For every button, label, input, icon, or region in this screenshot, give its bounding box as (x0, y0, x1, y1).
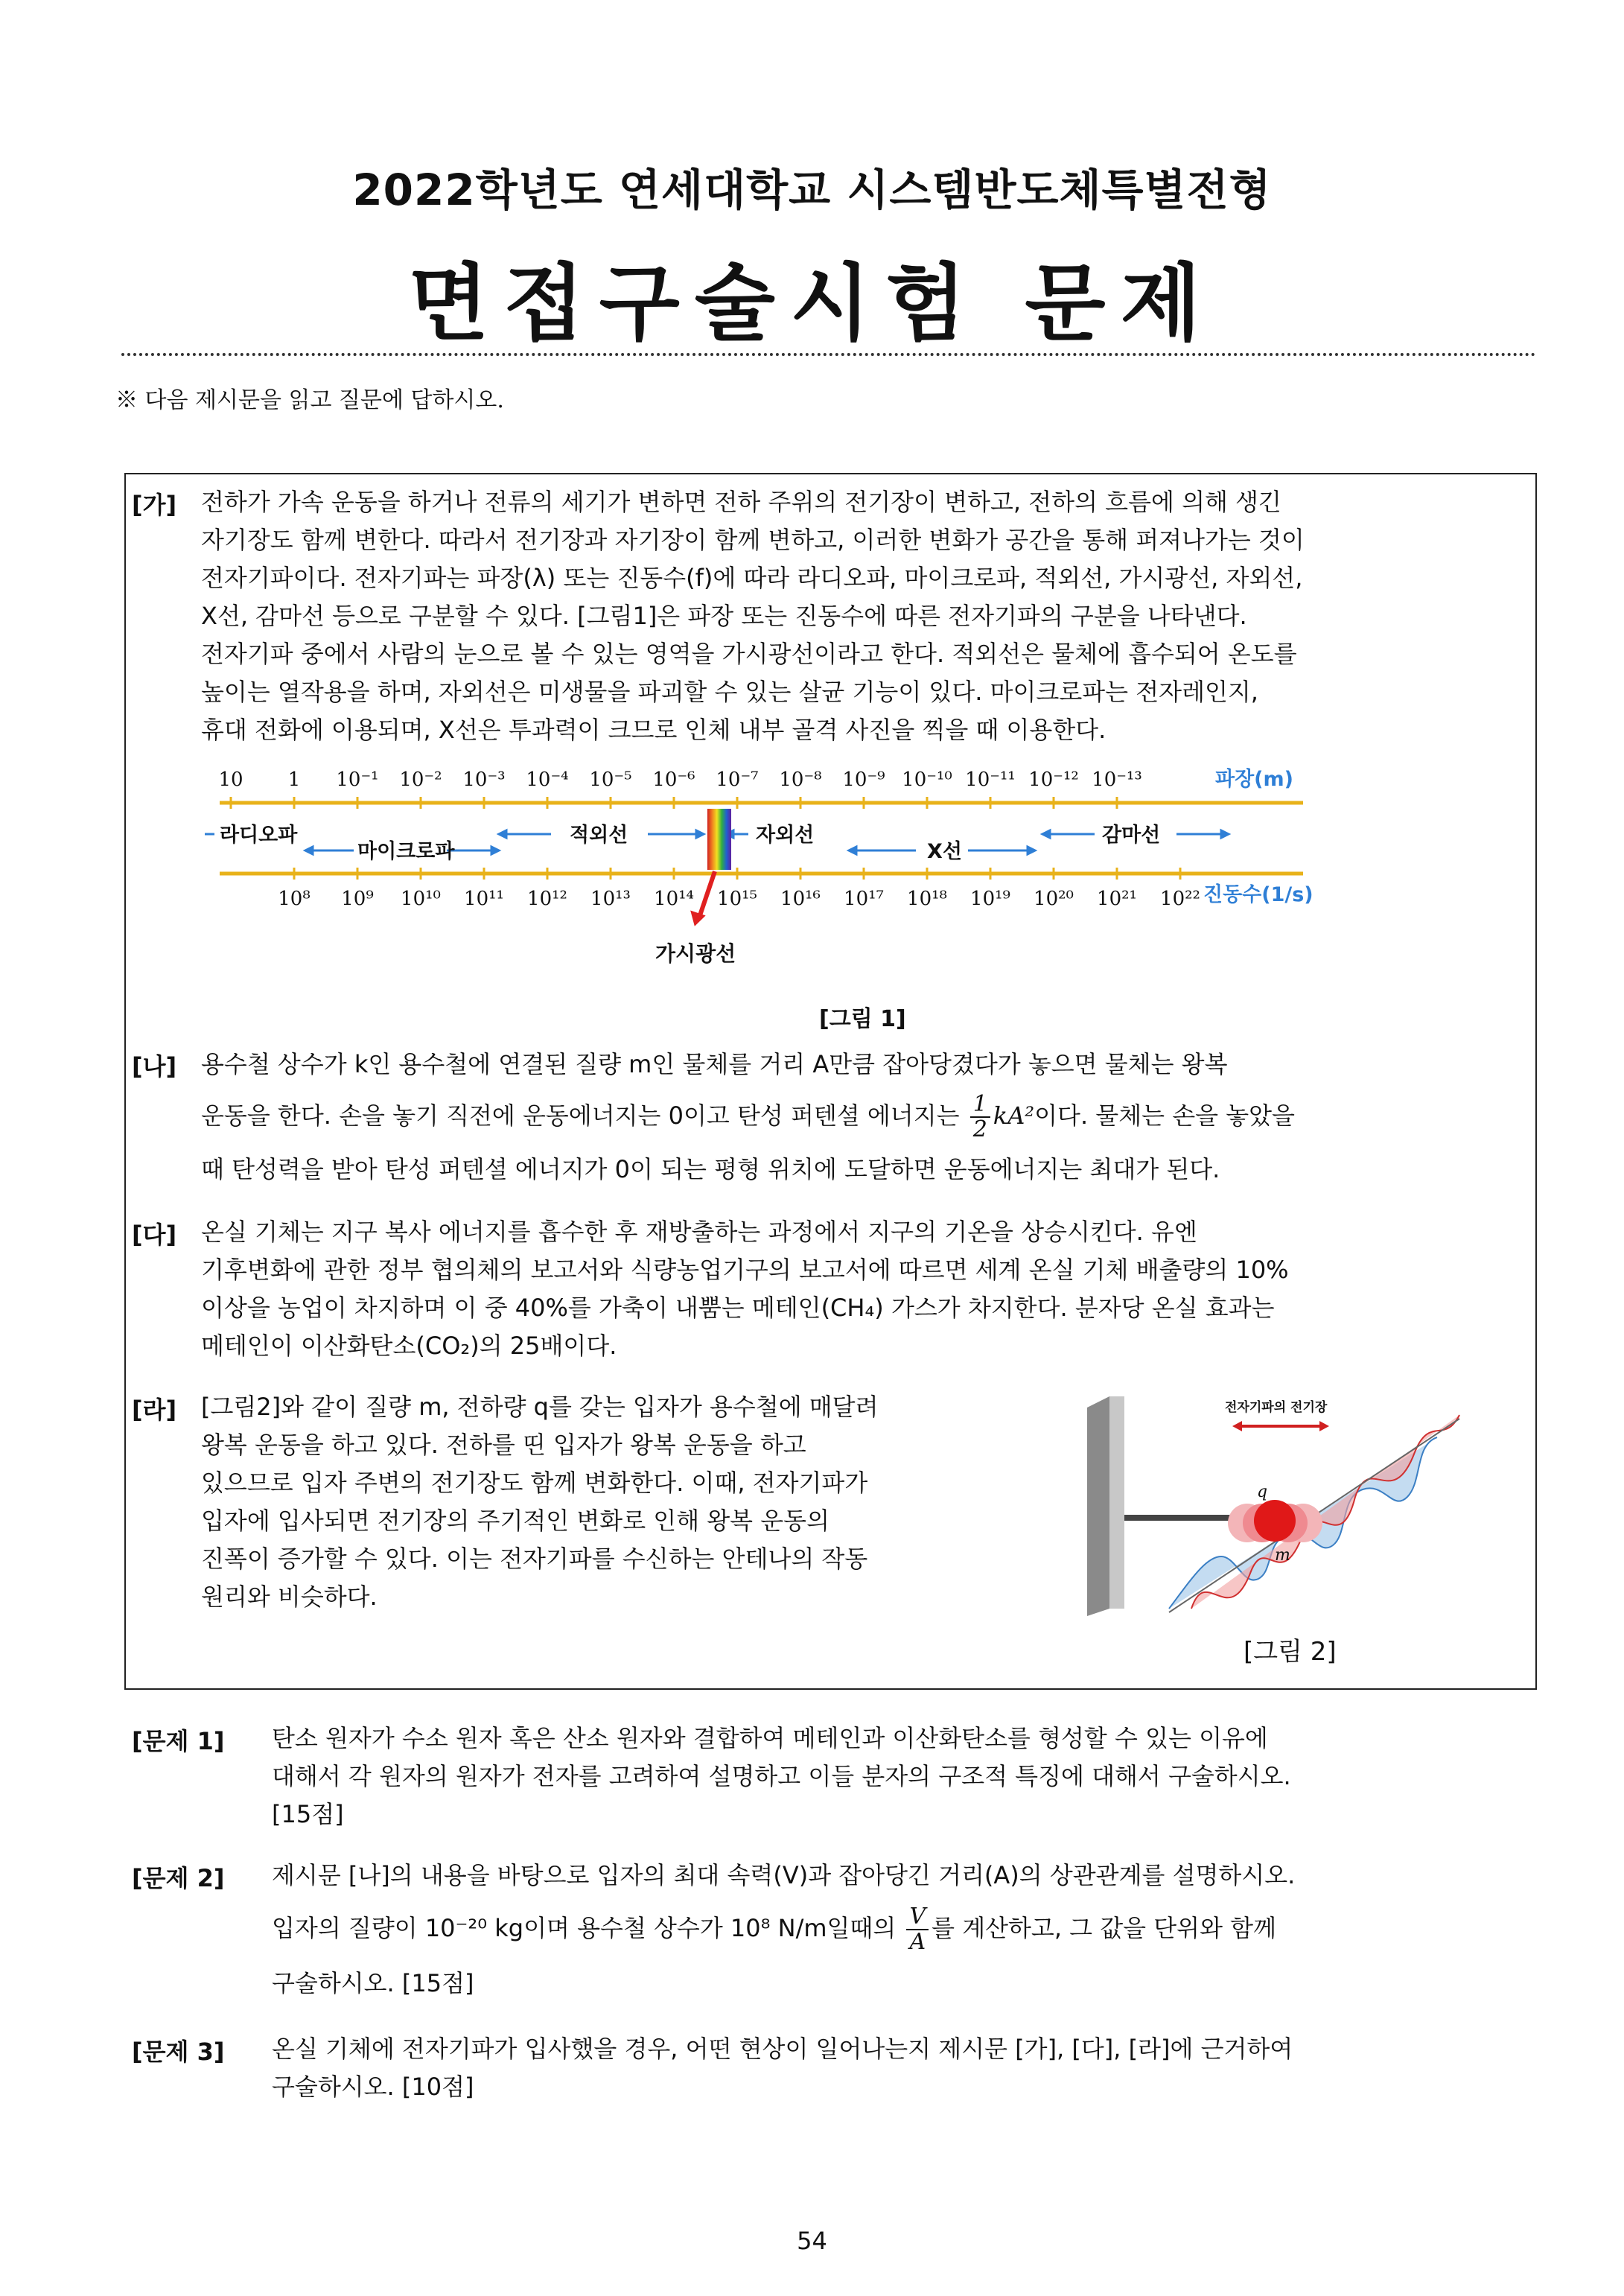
frequency-label: 진동수(1/s) (1203, 883, 1313, 906)
passage-line (201, 1093, 1526, 1142)
passage-ga (201, 483, 1526, 749)
frequency-tick-label: 10¹⁸ (907, 888, 947, 910)
wavelength-tick-label: 10 (218, 769, 243, 791)
question-text: 입자의 질량이 10⁻²⁰ kg이며 용수철 상수가 10⁸ N/m일때의 (272, 1914, 897, 1942)
question-line (272, 1905, 1538, 1954)
passage-label-na: [나] (132, 1052, 177, 1081)
visible-pointer (698, 871, 715, 920)
passage-na (201, 1046, 1526, 1189)
wavelength-tick-label: 10⁻⁴ (526, 769, 569, 791)
frequency-tick-label: 10¹⁷ (844, 888, 884, 910)
frequency-tick-label: 10¹¹ (464, 888, 504, 910)
wavelength-label: 파장(m) (1215, 768, 1293, 791)
dotted-divider (121, 353, 1536, 356)
wavelength-tick-label: 1 (287, 769, 301, 791)
passage-line: 높이는 열작용을 하며, 자외선은 미생물을 파괴할 수 있는 살균 기능이 있다. 마이크로파는 전자레인지, (201, 678, 1258, 706)
passage-label-ga: [가] (132, 491, 177, 519)
frequency-tick-label: 10¹⁹ (970, 888, 1010, 910)
passage-line: [그림2]와 같이 질량 m, 전하량 q를 갖는 입자가 용수철에 매달려 (201, 1393, 879, 1421)
passage-text: 이다. 물체는 손을 놓았을 (1034, 1101, 1295, 1130)
frequency-tick-label: 10¹⁵ (717, 888, 757, 910)
wavelength-tick-label: 10⁻⁵ (589, 769, 632, 791)
frequency-tick-label: 10²¹ (1097, 888, 1137, 910)
question-line: 구술하시오. [10점] (272, 2073, 474, 2101)
question3-label: [문제 3] (132, 2038, 225, 2066)
wavelength-tick-label: 10⁻¹⁰ (902, 769, 952, 791)
exam-title-line1: 2022학년도 연세대학교 시스템반도체특별전형 (352, 165, 1272, 215)
frequency-tick-label: 10¹³ (590, 888, 631, 910)
passage-line: 때 탄성력을 받아 탄성 퍼텐셜 에너지가 0이 되는 평형 위치에 도달하면 운동에너지는 최대가 된다. (201, 1155, 1220, 1183)
band-micro: 마이크로파 (357, 840, 455, 863)
question1-text (272, 1720, 1538, 1834)
question-text: 를 계산하고, 그 값을 단위와 함께 (932, 1914, 1276, 1942)
wavelength-tick-label: 10⁻⁹ (842, 769, 885, 791)
fraction-numerator: 1 (970, 1093, 990, 1118)
exam-title-line2: 면접구술시험 문제 (408, 255, 1216, 352)
band-uv: 자외선 (756, 824, 815, 847)
passage-line: 휴대 전화에 이용되며, X선은 투과력이 크므로 인체 내부 골격 사진을 찍을 때 이용한다. (201, 716, 1106, 744)
wavelength-tick-label: 10⁻⁸ (779, 769, 822, 791)
page-number: 54 (797, 2227, 827, 2255)
band-xray: X선 (927, 840, 962, 863)
spring-particle-figure (1080, 1385, 1482, 1624)
charged-particle (1254, 1500, 1296, 1542)
passage-line: 진폭이 증가할 수 있다. 이는 전자기파를 수신하는 안테나의 작동 (201, 1545, 868, 1573)
question-line: 제시문 [나]의 내용을 바탕으로 입자의 최대 속력(V)과 잡아당긴 거리(A)의 상관관계를 설명하시오. (272, 1861, 1296, 1889)
wavelength-tick-label: 10⁻⁷ (716, 769, 759, 791)
wavelength-tick-label: 10⁻³ (462, 769, 506, 791)
v-over-a-fraction (906, 1905, 929, 1954)
fraction-denominator: 2 (972, 1116, 987, 1142)
charge-label: q (1257, 1483, 1268, 1501)
passage-line: 용수철 상수가 k인 용수철에 연결된 질량 m인 물체를 거리 A만큼 잡아당겼다가 놓으면 물체는 왕복 (201, 1050, 1228, 1078)
passage-line: 전자기파 중에서 사람의 눈으로 볼 수 있는 영역을 가시광선이라고 한다. 적외선은 물체에 흡수되어 온도를 (201, 640, 1297, 668)
passage-label-ra: [라] (132, 1396, 177, 1424)
instruction-text: ※ 다음 제시문을 읽고 질문에 답하시오. (115, 387, 504, 413)
wavelength-tick-label: 10⁻¹² (1028, 769, 1079, 791)
visible-light-strip (707, 809, 731, 870)
question3-text (272, 2030, 1538, 2106)
question-line: 구술하시오. [15점] (272, 1969, 474, 1997)
mass-label: m (1275, 1546, 1290, 1565)
frequency-tick-label: 10²⁰ (1034, 888, 1074, 910)
figure2-caption: [그림 2] (1244, 1637, 1337, 1667)
passage-ra (201, 1388, 1020, 1616)
wall-front (1109, 1396, 1124, 1609)
question-line: [15점] (272, 1800, 344, 1828)
formula-kA2: kA² (993, 1101, 1035, 1130)
passage-line: 메테인이 이산화탄소(CO₂)의 25배이다. (201, 1332, 617, 1360)
passage-line: 전자기파이다. 전자기파는 파장(λ) 또는 진동수(f)에 따라 라디오파, 마이크로파, 적외선, 가시광선, 자외선, (201, 564, 1303, 592)
passage-text: 운동을 한다. 손을 놓기 직전에 운동에너지는 0이고 탄성 퍼텐셜 에너지는 (201, 1101, 960, 1130)
wavelength-tick-label: 10⁻² (399, 769, 442, 791)
frequency-tick-label: 10¹² (527, 888, 567, 910)
passage-line: 있으므로 입자 주변의 전기장도 함께 변화한다. 이때, 전자기파가 (201, 1469, 868, 1497)
passage-line: 자기장도 함께 변한다. 따라서 전기장과 자기장이 함께 변하고, 이러한 변화가 공간을 통해 퍼져나가는 것이 (201, 526, 1305, 554)
frequency-tick-label: 10²² (1160, 888, 1200, 910)
fraction-numerator: V (906, 1905, 929, 1930)
question-line: 탄소 원자가 수소 원자 혹은 산소 원자와 결합하여 메테인과 이산화탄소를 형성할 수 있는 이유에 (272, 1724, 1268, 1752)
passage-line: 기후변화에 관한 정부 협의체의 보고서와 식량농업기구의 보고서에 따르면 세계 온실 기체 배출량의 10% (201, 1256, 1289, 1284)
fraction-denominator: A (909, 1929, 926, 1955)
wavelength-tick-label: 10⁻¹³ (1092, 769, 1142, 791)
wavelength-tick-label: 10⁻⁶ (652, 769, 695, 791)
band-infrared: 적외선 (570, 824, 628, 847)
passage-line: 원리와 비슷하다. (201, 1583, 378, 1611)
question2-text (272, 1857, 1538, 2003)
question2-label: [문제 2] (132, 1864, 225, 1892)
half-fraction (970, 1093, 990, 1142)
passage-label-da: [다] (132, 1221, 177, 1249)
question-line: 대해서 각 원자의 원자가 전자를 고려하여 설명하고 이들 분자의 구조적 특징에 대해서 구술하시오. (272, 1762, 1291, 1790)
question-line: 온실 기체에 전자기파가 입사했을 경우, 어떤 현상이 일어나는지 제시문 [가], [다], [라]에 근거하여 (272, 2035, 1293, 2063)
wall-side (1087, 1396, 1109, 1616)
passage-line: 왕복 운동을 하고 있다. 전하를 띤 입자가 왕복 운동을 하고 (201, 1431, 806, 1459)
passage-line: 온실 기체는 지구 복사 에너지를 흡수한 후 재방출하는 과정에서 지구의 기온을 상승시킨다. 유엔 (201, 1218, 1197, 1246)
em-spectrum-figure (201, 752, 1348, 976)
passage-line: 전하가 가속 운동을 하거나 전류의 세기가 변하면 전하 주위의 전기장이 변하고, 전하의 흐름에 의해 생긴 (201, 488, 1281, 516)
wavelength-tick-label: 10⁻¹¹ (965, 769, 1016, 791)
frequency-tick-label: 10⁹ (341, 888, 374, 910)
passage-line: 입자에 입사되면 전기장의 주기적인 변화로 인해 왕복 운동의 (201, 1507, 830, 1535)
band-visible: 가시광선 (655, 941, 736, 966)
passage-da (201, 1213, 1526, 1365)
band-gamma: 감마선 (1102, 824, 1161, 847)
frequency-tick-label: 10¹⁴ (654, 888, 694, 910)
wavelength-tick-label: 10⁻¹ (336, 769, 379, 791)
question1-label: [문제 1] (132, 1727, 225, 1755)
frequency-tick-label: 10⁸ (278, 888, 311, 910)
frequency-tick-label: 10¹⁰ (401, 888, 441, 910)
passage-line: X선, 감마선 등으로 구분할 수 있다. [그림1]은 파장 또는 진동수에 따른 전자기파의 구분을 나타낸다. (201, 602, 1247, 630)
frequency-tick-label: 10¹⁶ (780, 888, 821, 910)
figure1-caption: [그림 1] (819, 1006, 906, 1032)
efield-label: 전자기파의 전기장 (1225, 1400, 1328, 1415)
passage-line: 이상을 농업이 차지하며 이 중 40%를 가축이 내뿜는 메테인(CH₄) 가스가 차지한다. 분자당 온실 효과는 (201, 1294, 1275, 1322)
band-radio: 라디오파 (220, 824, 298, 847)
